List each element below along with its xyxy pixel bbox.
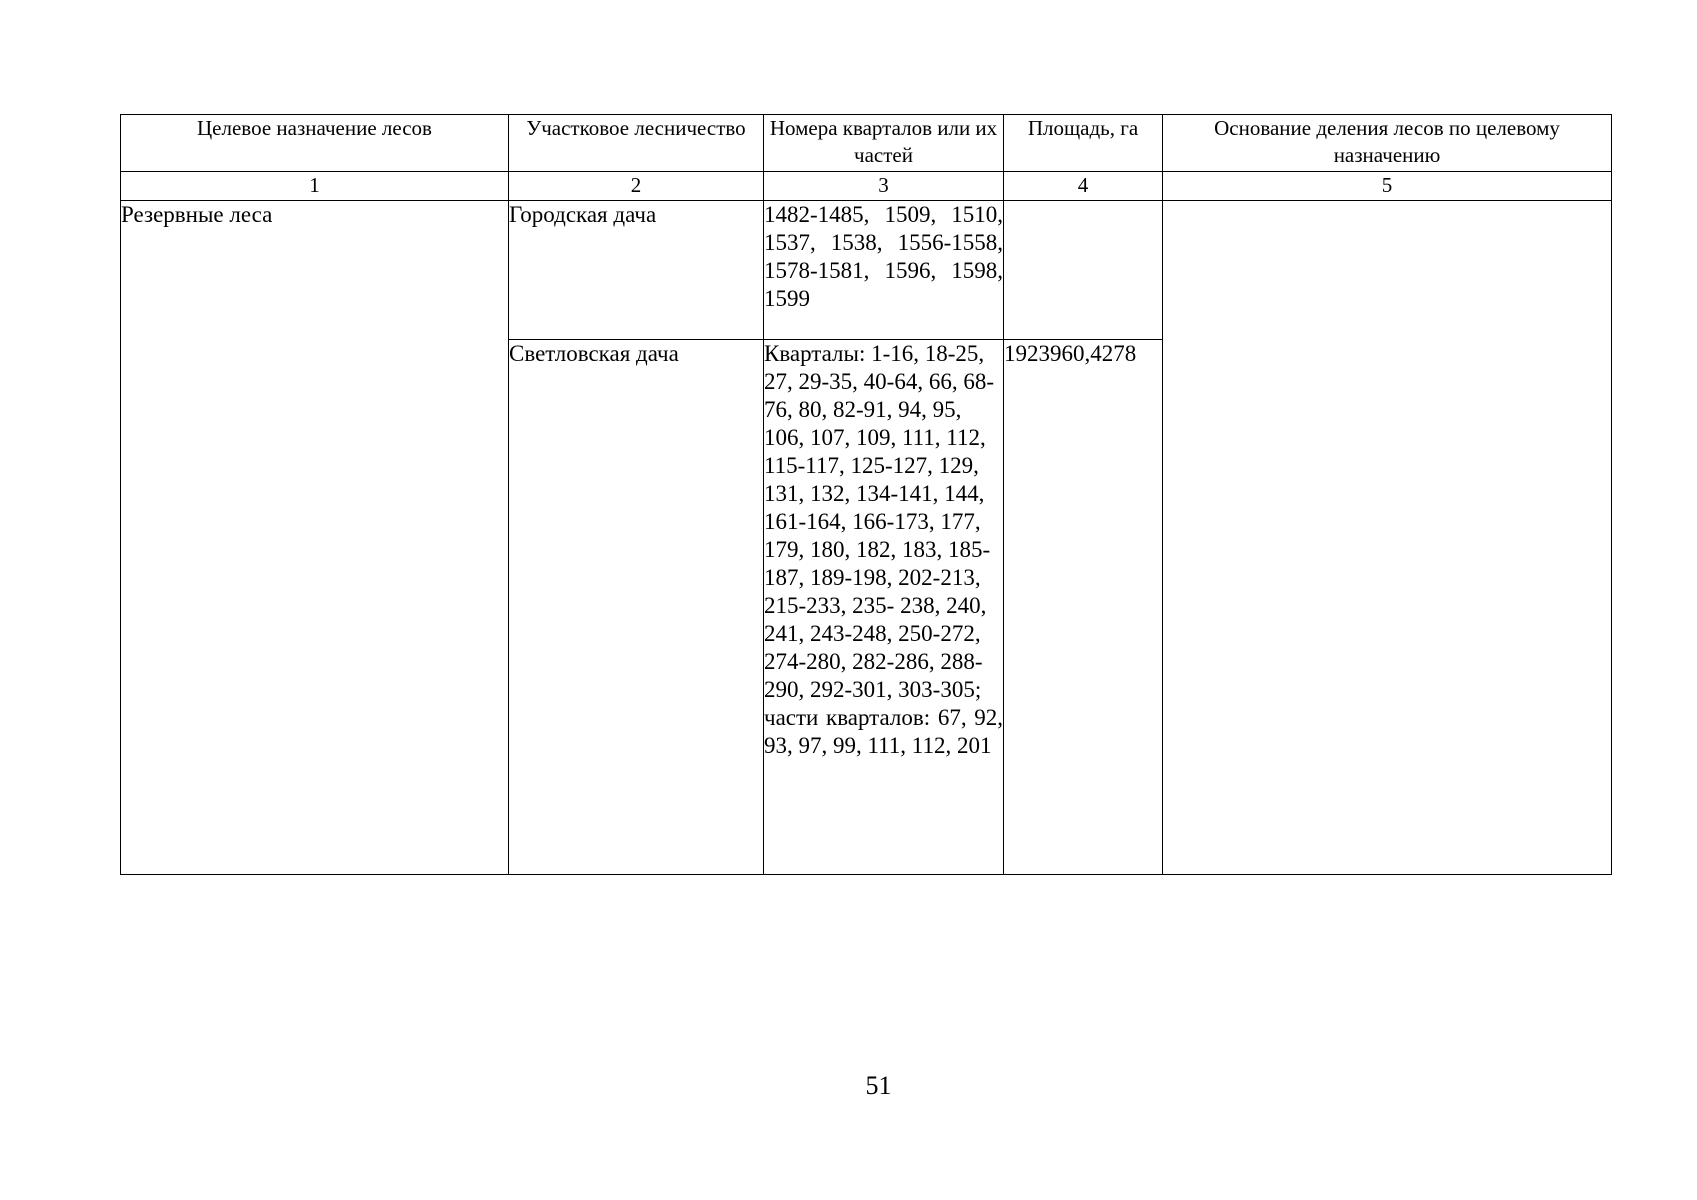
quarters-parts-text: части кварталов: 67, 92, 93, 97, 99, 111, 112, 201	[764, 705, 1003, 758]
page-number: 51	[865, 1071, 892, 1100]
column-number-4: 4	[1004, 172, 1163, 201]
purpose-cell	[121, 201, 509, 875]
quarters-cell	[764, 340, 1004, 875]
header-quarters: Номера кварталов или их частей	[764, 115, 1004, 172]
quarters-text: 1482-1485, 1509, 1510, 1537, 1538, 1556-1558, 1578-1581, 1596, 1598, 1599	[764, 202, 1003, 311]
header-purpose: Целевое назначение лесов	[121, 115, 509, 172]
column-number-2: 2	[509, 172, 764, 201]
forestry-text: Городская дача	[509, 202, 657, 227]
area-cell	[1004, 201, 1163, 340]
area-cell	[1004, 340, 1163, 875]
header-area: Площадь, га	[1004, 115, 1163, 172]
basis-cell	[1163, 201, 1612, 875]
header-forestry: Участковое лесничество	[509, 115, 764, 172]
forest-purpose-table	[120, 114, 1612, 875]
column-number-1: 1	[121, 172, 509, 201]
column-number-5: 5	[1163, 172, 1612, 201]
purpose-text: Резервные леса	[121, 202, 273, 227]
header-basis: Основание деления лесов по целевому назначению	[1163, 115, 1612, 172]
table-row	[121, 201, 1612, 340]
column-number-3: 3	[764, 172, 1004, 201]
area-text: 1923960,4278	[1004, 341, 1137, 366]
forestry-text: Светловская дача	[509, 341, 679, 366]
table-header-row	[121, 115, 1612, 172]
column-number-row	[121, 172, 1612, 201]
forestry-cell	[509, 340, 764, 875]
quarters-cell	[764, 201, 1004, 340]
quarters-text: Кварталы: 1-16, 18-25, 27, 29-35, 40-64, 66, 68-76, 80, 82-91, 94, 95, 106, 107, 109, 111, 112, 115-117, 125-127, 129, 131, 132, 134-141, 144, 161-164, 166-173, 177, 179, 180, 182, 183, 185-187, 189-198, 202-213, 215-233, 235- 238, 240, 241, 243-248, 250-272, 274-280, 282-286, 288-290, 292-301, 303-305;	[764, 341, 994, 702]
forestry-cell	[509, 201, 764, 340]
